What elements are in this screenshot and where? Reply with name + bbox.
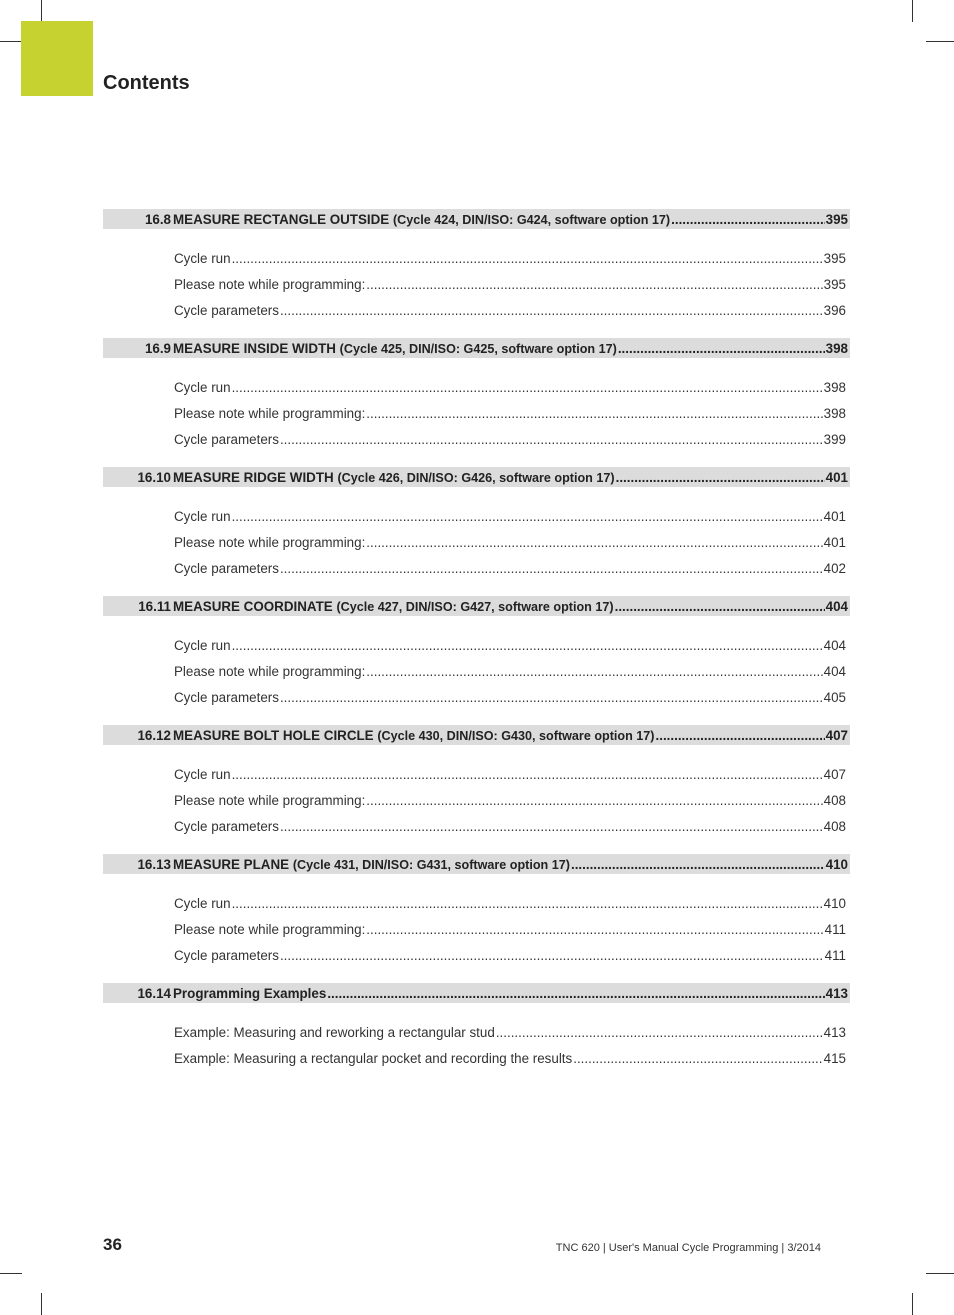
toc-entry[interactable] — [103, 503, 850, 529]
section-subtitle: (Cycle 431, DIN/ISO: G431, software option 17) — [292, 857, 570, 872]
section-title-main: MEASURE RECTANGLE OUTSIDE — [173, 211, 390, 227]
toc-entry[interactable] — [103, 684, 850, 710]
entry-title: Cycle parameters — [174, 947, 279, 963]
toc-entry[interactable] — [103, 400, 850, 426]
toc-entry[interactable] — [103, 916, 850, 942]
toc-section-heading[interactable] — [103, 467, 850, 487]
entry-page-number: 404 — [823, 637, 846, 653]
dot-leader — [366, 406, 822, 421]
chapter-color-block — [21, 21, 93, 96]
section-title-main: MEASURE BOLT HOLE CIRCLE — [173, 727, 374, 743]
section-page-number: 398 — [825, 340, 848, 356]
section-page-number: 404 — [825, 598, 848, 614]
entry-title: Please note while programming: — [174, 792, 366, 808]
entry-title: Cycle parameters — [174, 302, 279, 318]
section-title — [173, 470, 615, 485]
toc-entry[interactable] — [103, 271, 850, 297]
entry-page-number: 407 — [823, 766, 846, 782]
dot-leader — [366, 922, 823, 937]
dot-leader — [280, 303, 823, 318]
entry-page-number: 408 — [823, 792, 846, 808]
toc-section — [103, 983, 850, 1086]
dot-leader — [232, 380, 823, 395]
toc-entry[interactable] — [103, 813, 850, 839]
section-number: 16.12 — [137, 727, 171, 743]
dot-leader — [496, 1025, 823, 1040]
entry-page-number: 408 — [823, 818, 846, 834]
section-number: 16.11 — [138, 598, 171, 614]
section-subtitle: (Cycle 430, DIN/ISO: G430, software option 17) — [377, 728, 655, 743]
crop-mark — [912, 0, 913, 22]
dot-leader — [671, 212, 825, 227]
dot-leader — [280, 432, 823, 447]
section-title — [173, 857, 570, 872]
toc-entry[interactable] — [103, 787, 850, 813]
entry-title: Cycle parameters — [174, 689, 279, 705]
section-title — [173, 599, 614, 614]
crop-mark — [926, 1273, 954, 1274]
entry-title: Please note while programming: — [174, 534, 366, 550]
section-subtitle: (Cycle 424, DIN/ISO: G424, software option 17) — [392, 212, 671, 227]
section-title — [173, 986, 326, 1001]
toc-entries — [103, 229, 850, 338]
entry-title: Cycle run — [174, 637, 231, 653]
dot-leader — [616, 470, 825, 485]
toc-section-heading[interactable] — [103, 725, 850, 745]
entry-page-number: 404 — [823, 663, 846, 679]
dot-leader — [280, 948, 824, 963]
entry-page-number: 413 — [823, 1024, 846, 1040]
dot-leader — [232, 767, 823, 782]
entry-title: Cycle parameters — [174, 431, 279, 447]
entry-page-number: 395 — [823, 276, 846, 292]
toc-entries — [103, 487, 850, 596]
dot-leader — [232, 638, 823, 653]
dot-leader — [366, 664, 822, 679]
toc-entry[interactable] — [103, 942, 850, 968]
entry-page-number: 401 — [823, 508, 846, 524]
page-number: 36 — [103, 1235, 122, 1254]
dot-leader — [366, 793, 822, 808]
entry-page-number: 398 — [823, 405, 846, 421]
toc-entries — [103, 358, 850, 467]
entry-title: Example: Measuring a rectangular pocket and recording the results — [174, 1050, 573, 1066]
toc-entries — [103, 745, 850, 854]
section-title-main: MEASURE INSIDE WIDTH — [173, 340, 336, 356]
toc-section — [103, 209, 850, 338]
toc-entry[interactable] — [103, 529, 850, 555]
entry-title: Cycle run — [174, 250, 231, 266]
toc-entry[interactable] — [103, 426, 850, 452]
toc-entries — [103, 616, 850, 725]
dot-leader — [366, 535, 822, 550]
entry-page-number: 410 — [823, 895, 846, 911]
section-title — [173, 341, 617, 356]
entry-title: Cycle run — [174, 379, 231, 395]
toc-entry[interactable] — [103, 1019, 850, 1045]
toc-entry[interactable] — [103, 761, 850, 787]
section-subtitle: (Cycle 427, DIN/ISO: G427, software option 17) — [336, 599, 614, 614]
dot-leader — [615, 599, 825, 614]
entry-page-number: 415 — [823, 1050, 846, 1066]
toc-entry[interactable] — [103, 374, 850, 400]
entry-title: Cycle parameters — [174, 818, 279, 834]
section-subtitle: (Cycle 426, DIN/ISO: G426, software option 17) — [337, 470, 615, 485]
entry-title: Example: Measuring and reworking a rectangular stud — [174, 1024, 495, 1040]
crop-mark — [0, 1273, 22, 1274]
section-title-main: MEASURE PLANE — [173, 856, 290, 872]
toc-entry[interactable] — [103, 632, 850, 658]
crop-mark — [926, 41, 954, 42]
entry-page-number: 411 — [824, 947, 846, 963]
toc-section-heading[interactable] — [103, 209, 850, 229]
entry-title: Cycle run — [174, 895, 231, 911]
toc-section — [103, 467, 850, 596]
section-number: 16.14 — [137, 985, 171, 1001]
entry-title: Please note while programming: — [174, 663, 366, 679]
crop-mark — [41, 1293, 42, 1315]
dot-leader — [656, 728, 825, 743]
section-number: 16.13 — [137, 856, 171, 872]
crop-mark — [41, 0, 42, 22]
page-title: Contents — [103, 72, 190, 94]
entry-title: Cycle parameters — [174, 560, 279, 576]
section-subtitle: (Cycle 425, DIN/ISO: G425, software option 17) — [339, 341, 617, 356]
section-number: 16.10 — [137, 469, 171, 485]
entry-page-number: 396 — [823, 302, 846, 318]
toc-entry[interactable] — [103, 245, 850, 271]
crop-mark — [0, 41, 22, 42]
dot-leader — [232, 251, 823, 266]
toc-section — [103, 854, 850, 983]
section-number: 16.8 — [144, 211, 171, 227]
toc-entry[interactable] — [103, 297, 850, 323]
table-of-contents — [103, 209, 850, 1086]
toc-entry[interactable] — [103, 658, 850, 684]
section-page-number: 401 — [825, 469, 848, 485]
entry-title: Cycle run — [174, 508, 231, 524]
dot-leader — [280, 819, 823, 834]
toc-section — [103, 596, 850, 725]
dot-leader — [366, 277, 822, 292]
section-title — [173, 212, 670, 227]
section-page-number: 395 — [825, 211, 848, 227]
toc-entries — [103, 1003, 850, 1086]
entry-page-number: 402 — [823, 560, 846, 576]
toc-section — [103, 725, 850, 854]
dot-leader — [232, 509, 823, 524]
entry-page-number: 398 — [823, 379, 846, 395]
section-page-number: 413 — [825, 985, 848, 1001]
section-page-number: 407 — [825, 727, 848, 743]
section-page-number: 410 — [825, 856, 848, 872]
dot-leader — [571, 857, 825, 872]
toc-entry[interactable] — [103, 555, 850, 581]
entry-page-number: 411 — [824, 921, 846, 937]
toc-section-heading[interactable] — [103, 854, 850, 874]
section-title-main: Programming Examples — [173, 985, 327, 1001]
section-title-main: MEASURE COORDINATE — [173, 598, 333, 614]
toc-section — [103, 338, 850, 467]
entry-title: Please note while programming: — [174, 276, 366, 292]
dot-leader — [280, 561, 823, 576]
entry-title: Please note while programming: — [174, 921, 366, 937]
dot-leader — [232, 896, 823, 911]
toc-section-heading[interactable] — [103, 983, 850, 1003]
dot-leader — [618, 341, 825, 356]
entry-page-number: 401 — [823, 534, 846, 550]
dot-leader — [573, 1051, 822, 1066]
section-number: 16.9 — [144, 340, 171, 356]
entry-page-number: 399 — [823, 431, 846, 447]
dot-leader — [280, 690, 823, 705]
entry-title: Cycle run — [174, 766, 231, 782]
section-title — [173, 728, 655, 743]
footer-text: TNC 620 | User's Manual Cycle Programming | 3/2014 — [555, 1242, 821, 1254]
toc-section-heading[interactable] — [103, 596, 850, 616]
crop-mark — [912, 1293, 913, 1315]
entry-page-number: 395 — [823, 250, 846, 266]
dot-leader — [327, 986, 824, 1001]
toc-section-heading[interactable] — [103, 338, 850, 358]
toc-entry[interactable] — [103, 1045, 850, 1071]
entry-page-number: 405 — [823, 689, 846, 705]
section-title-main: MEASURE RIDGE WIDTH — [173, 469, 334, 485]
entry-title: Please note while programming: — [174, 405, 366, 421]
toc-entries — [103, 874, 850, 983]
toc-entry[interactable] — [103, 890, 850, 916]
